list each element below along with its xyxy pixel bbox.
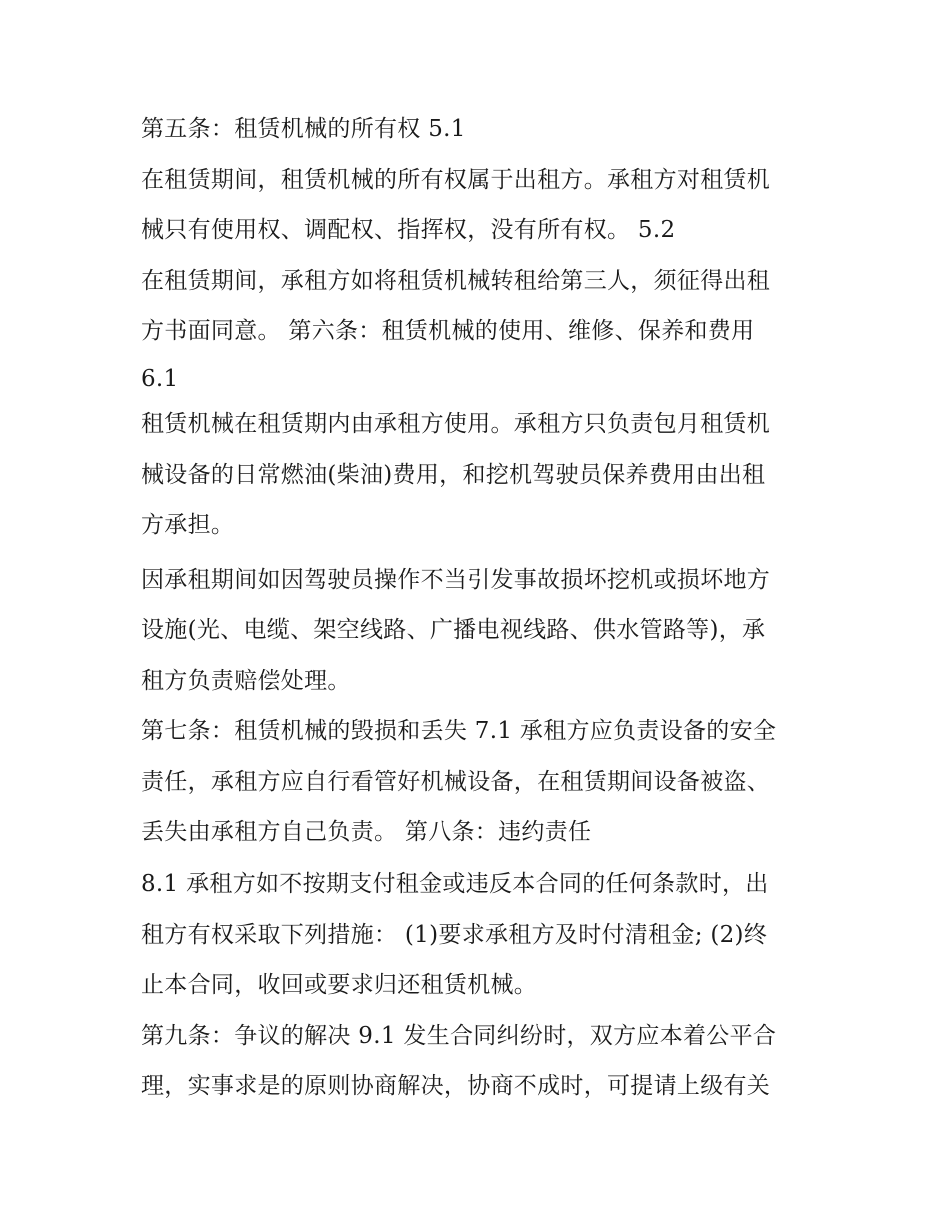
text-line: 第五条：租赁机械的所有权 5.1 bbox=[141, 116, 466, 142]
text-line: 方承担。 bbox=[141, 512, 235, 538]
text-line: 在租赁期间，承租方如将租赁机械转租给第三人，须征得出租 bbox=[141, 268, 771, 294]
text-line: 第七条：租赁机械的毁损和丢失 7.1 承租方应负责设备的安全 bbox=[141, 718, 777, 744]
text-line: 因承租期间如因驾驶员操作不当引发事故损坏挖机或损坏地方 bbox=[141, 567, 771, 593]
text-line: 方书面同意。 第六条：租赁机械的使用、维修、保养和费用 bbox=[141, 318, 755, 344]
text-line: 租方有权采取下列措施： (1)要求承租方及时付清租金; (2)终 bbox=[141, 922, 768, 948]
text-line: 租方负责赔偿处理。 bbox=[141, 668, 351, 694]
text-line: 设施(光、电缆、架空线路、广播电视线路、供水管路等)，承 bbox=[141, 617, 766, 643]
text-line: 6.1 bbox=[141, 366, 179, 392]
text-line: 8.1 承租方如不按期支付租金或违反本合同的任何条款时，出 bbox=[141, 871, 769, 897]
text-line: 第九条：争议的解决 9.1 发生合同纠纷时，双方应本着公平合 bbox=[141, 1023, 777, 1049]
text-line: 租赁机械在租赁期内由承租方使用。承租方只负责包月租赁机 bbox=[141, 411, 771, 437]
text-line: 止本合同，收回或要求归还租赁机械。 bbox=[141, 972, 538, 998]
text-line: 在租赁期间，租赁机械的所有权属于出租方。承租方对租赁机 bbox=[141, 167, 771, 193]
text-line: 械只有使用权、调配权、指挥权，没有所有权。 5.2 bbox=[141, 217, 676, 243]
text-line: 丢失由承租方自己负责。 第八条：违约责任 bbox=[141, 819, 592, 845]
text-line: 理，实事求是的原则协商解决，协商不成时，可提请上级有关 bbox=[141, 1073, 771, 1099]
text-line: 械设备的日常燃油(柴油)费用，和挖机驾驶员保养费用由出租 bbox=[141, 462, 766, 488]
text-line: 责任，承租方应自行看管好机械设备，在租赁期间设备被盗、 bbox=[141, 769, 771, 795]
